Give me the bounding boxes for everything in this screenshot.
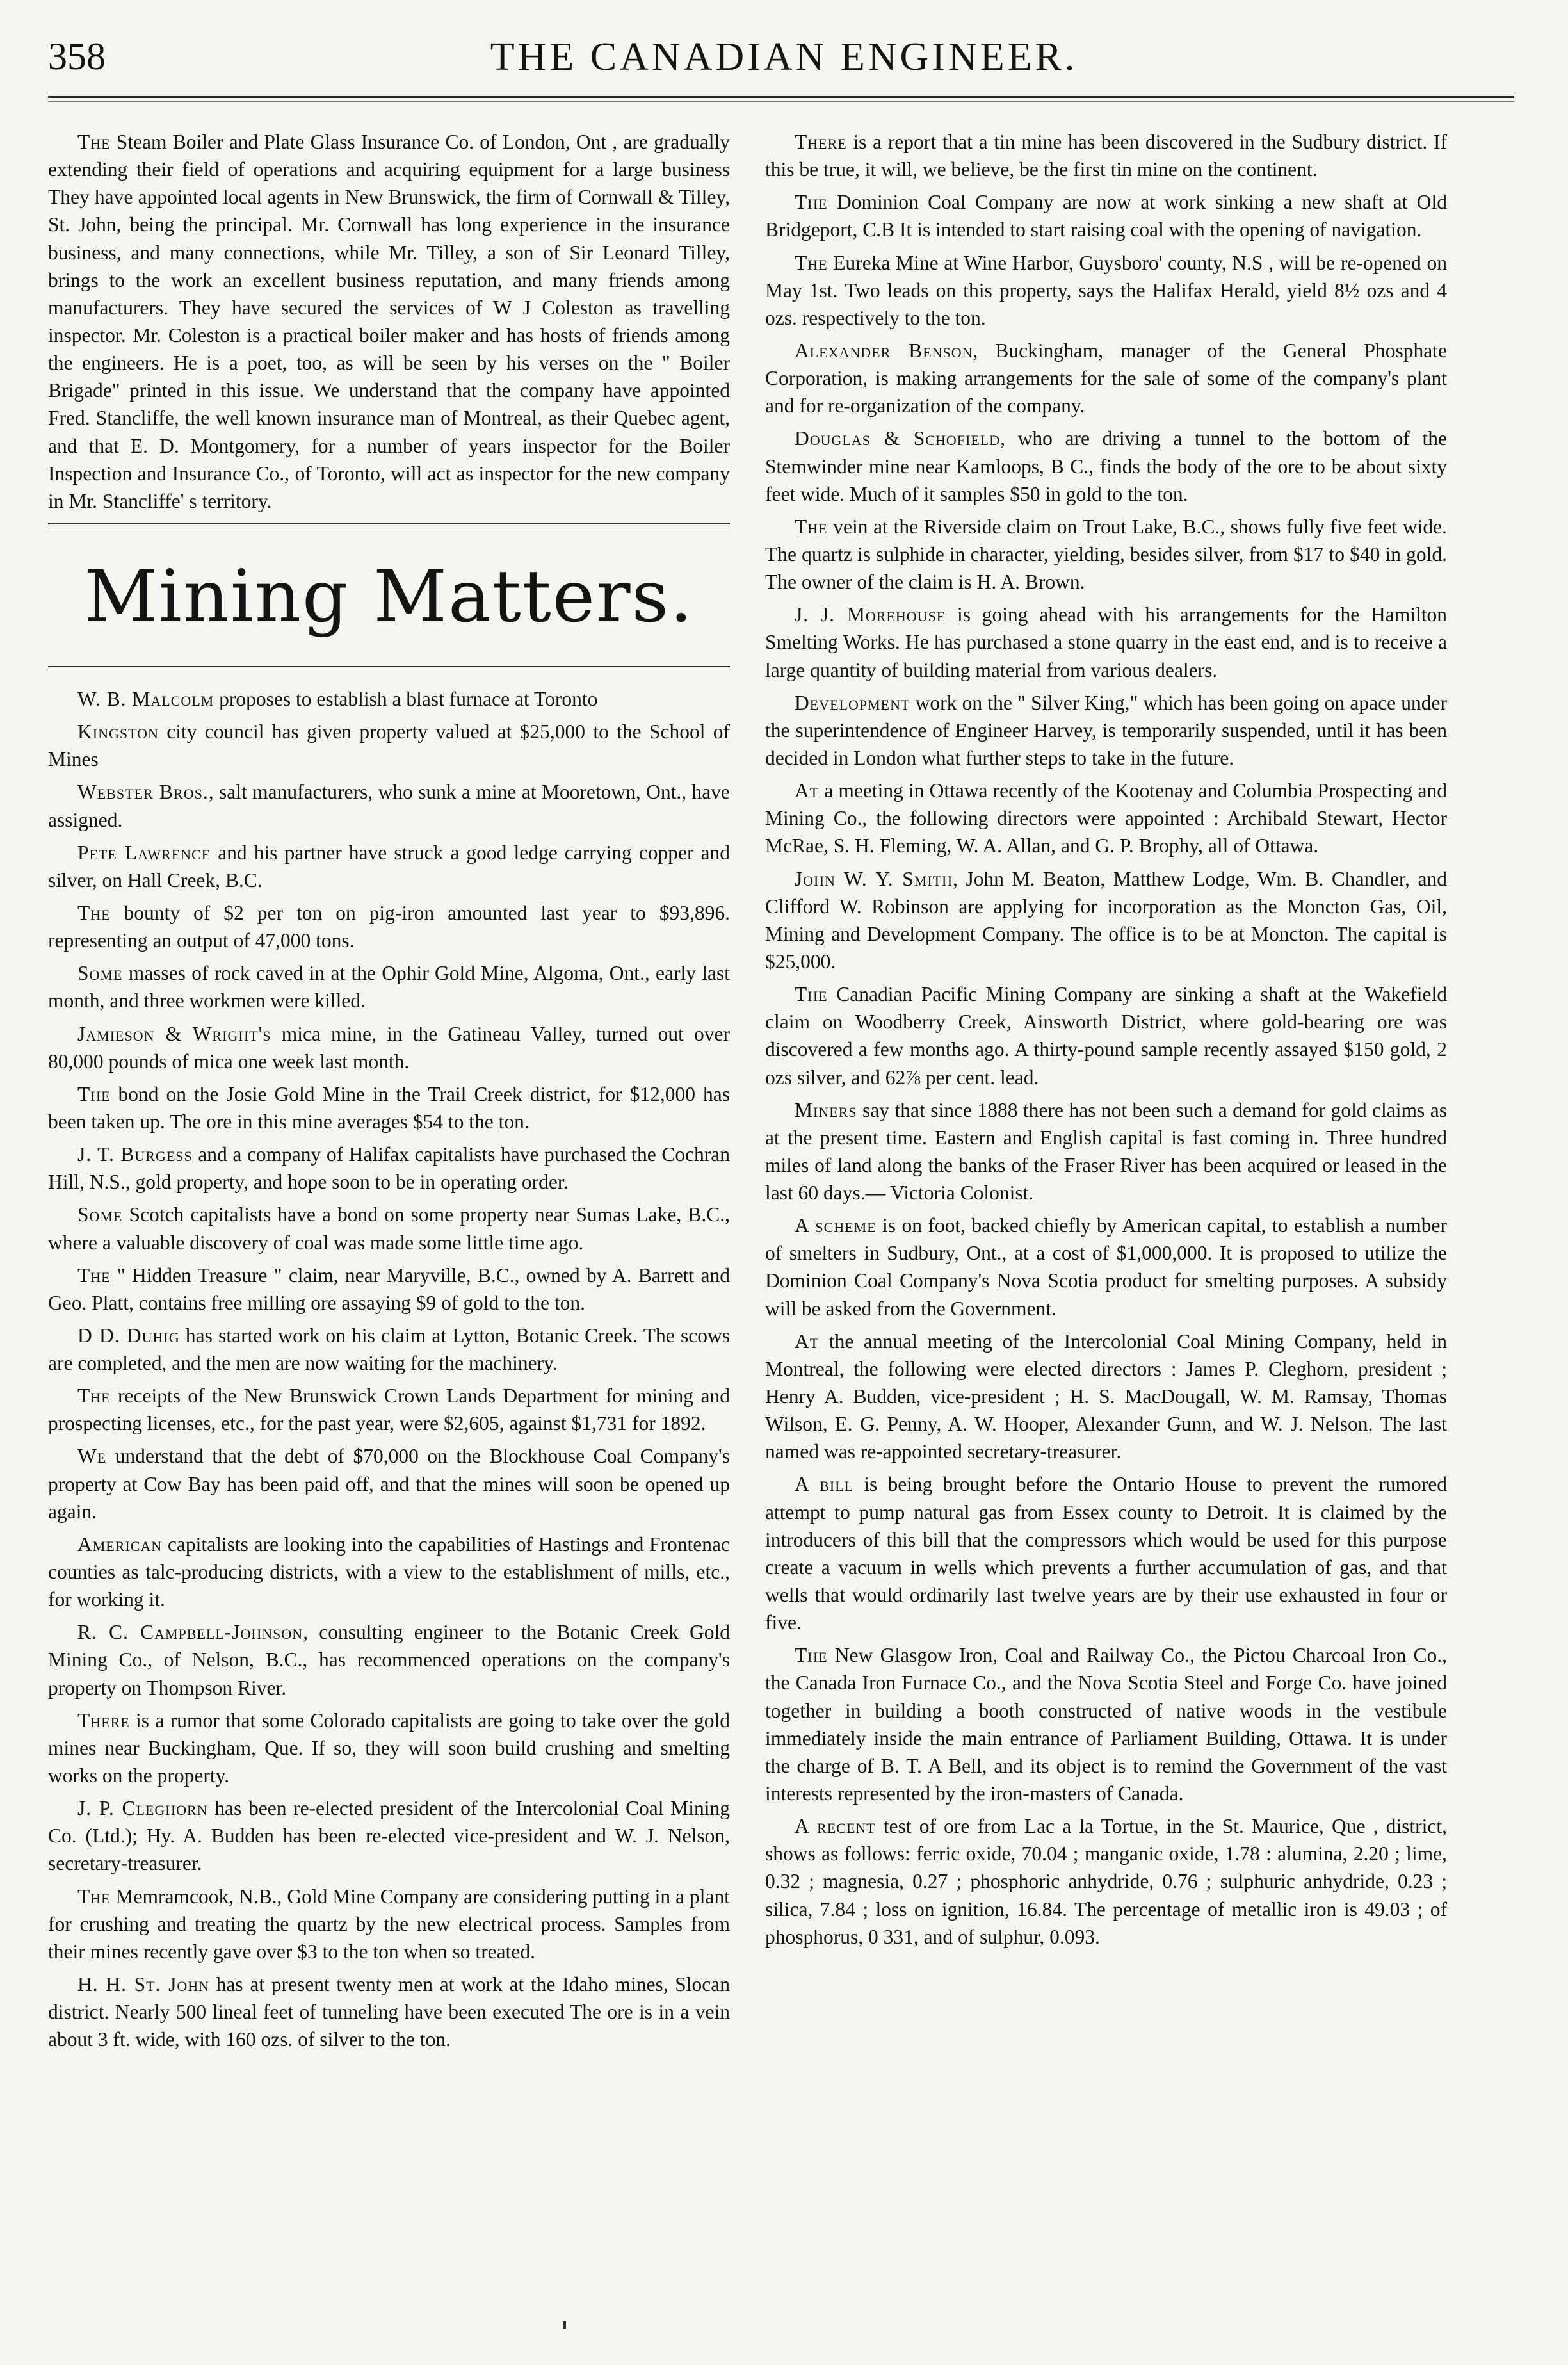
header-rule <box>48 96 1514 98</box>
news-item <box>765 1328 1447 1466</box>
left-column <box>48 128 730 2058</box>
mining-items-left <box>48 685 730 2053</box>
news-item-text: Canadian Pacific Mining Company are sinking a shaft at the Wakefield claim on Woodberry Creek, Ainsworth District, where gold-bearing ore was discovered a few months ago. A thirty-pound sample recently assayed $150 gold, 2 ozs silver, and 62⅞ per cent. lead. <box>765 983 1447 1089</box>
news-item-lead: At <box>795 1329 820 1353</box>
news-item-lead: A scheme <box>795 1214 877 1237</box>
news-item <box>48 1618 730 1701</box>
news-item-text: Eureka Mine at Wine Harbor, Guysboro' county, N.S , will be re-opened on May 1st. Two leads on this property, says the Halifax Herald, yield 8½ ozs and 4 ozs. respectively to the ton. <box>765 251 1447 329</box>
news-item-text: is a rumor that some Colorado capitalists are going to take over the gold mines near Buckingham, Que. If so, they will soon build crushing and smelting works on the property. <box>48 1709 730 1787</box>
right-column <box>765 128 1447 1956</box>
news-item <box>48 1794 730 1877</box>
news-item-lead: The <box>77 1082 111 1105</box>
news-item <box>48 718 730 773</box>
news-item-lead: Webster Bros. <box>77 781 209 804</box>
news-item-lead: The <box>795 251 828 274</box>
news-item-text: Memramcook, N.B., Gold Mine Company are considering putting in a plant for crushing and treating the quartz by the new electrical process. Samples from their mines recently gave over $3 to the ton when so treated. <box>48 1885 730 1963</box>
section-heading-text: Mining Matters. <box>84 555 694 638</box>
news-item-lead: The <box>77 1264 111 1287</box>
news-item-lead: John W. Y. Smith <box>795 867 953 890</box>
news-item <box>48 1531 730 1613</box>
news-item <box>48 1262 730 1317</box>
news-item <box>765 188 1447 243</box>
news-item-lead: Some <box>77 1203 123 1226</box>
news-item-text: say that since 1888 there has not been such a demand for gold claims as at the present time. Eastern and English capital is fast coming in. Three hundred miles of land along the banks of the Fraser River has been acquired or leased in the last 60 days.— Victoria Colonist. <box>765 1098 1447 1205</box>
news-item <box>48 1707 730 1789</box>
section-rule <box>48 523 730 524</box>
news-item <box>48 1322 730 1377</box>
news-item-text: has started work on his claim at Lytton, Botanic Creek. The scows are completed, and the men are now waiting for the machinery. <box>48 1324 731 1375</box>
news-item <box>48 1883 730 1965</box>
news-item-text: , salt manufacturers, who sunk a mine at Mooretown, Ont., have assigned. <box>48 781 731 831</box>
news-item-text: , Buckingham, manager of the General Phosphate Corporation, is making arrangements for the sale of some of the company's plant and for re-organization of the company. <box>765 339 1448 418</box>
news-item <box>48 959 730 1014</box>
news-item-text: capitalists are looking into the capabilities of Hastings and Frontenac counties as talc-producing districts, with a view to the establishment of mills, etc., for working it. <box>48 1532 730 1611</box>
news-item-lead: Jamieson & Wright's <box>77 1022 271 1045</box>
news-item-text: a meeting in Ottawa recently of the Kootenay and Columbia Prospecting and Mining Co., the following directors were appointed : Archibald Stewart, Hector McRae, S. H. Fleming, W. A. Allan, and G. P. Brophy, all of Ottawa. <box>765 779 1447 857</box>
news-item-text: is a report that a tin mine has been discovered in the Sudbury district. If this be true, it will, we believe, be the first tin mine on the continent. <box>765 131 1447 181</box>
news-item <box>765 865 1447 976</box>
news-item-lead: Some <box>77 962 123 985</box>
news-item-lead: The <box>795 515 828 538</box>
news-item-lead: J. P. Cleghorn <box>77 1797 208 1820</box>
news-item-lead: The <box>795 983 828 1006</box>
news-item <box>48 1382 730 1437</box>
news-item-text: is going ahead with his arrangements for the Hamilton Smelting Works. He has purchased a stone quarry in the east end, and is to receive a large quantity of building material from various dealers. <box>765 603 1447 681</box>
news-item-text: Steam Boiler and Plate Glass Insurance Co. of London, Ont , are gradually extending their field of operations and acquiring equipment for a large business They have appointed local agents in New Brunswick, the firm of Cornwall & Tilley, St. John, being the principal. Mr. Cornwall has long experience in the insurance business, and many connections, while Mr. Tilley, a son of Sir Leonard Tilley, brings to the work an excellent business reputation, and many friends among manufacturers. They have secured the services of W J Coleston as travelling inspector. Mr. Coleston is a practical boiler maker and has hosts of friends among the engineers. He is a poet, too, as will be seen by his verses on the " Boiler Brigade" printed in this issue. We understand that the company have appointed Fred. Stancliffe, the well known insurance man of Montreal, as their Quebec agent, and that E. D. Montgomery, for a number of years inspector for the Boiler Inspection and Insurance Co., of Toronto, will act as inspector for the new company in Mr. Stancliffe' s territory. <box>48 131 730 512</box>
news-item <box>765 249 1447 332</box>
news-item <box>765 1212 1447 1322</box>
news-item-text: is on foot, backed chiefly by American capital, to establish a number of smelters in Sudbury, Ont., at a cost of $1,000,000. It is proposed to utilize the Dominion Coal Company's Nova Scotia product for smelting purposes. A subsidy will be asked from the Government. <box>765 1214 1447 1320</box>
news-item <box>48 685 730 713</box>
header-rule-thin <box>48 101 1514 102</box>
news-item-lead: Development <box>795 691 910 714</box>
news-item-text: understand that the debt of $70,000 on the Blockhouse Coal Company's property at Cow Bay has been paid off, and that the mines will soon be opened up again. <box>48 1445 730 1523</box>
news-item-lead: The <box>77 1385 111 1408</box>
page-mark <box>563 2321 566 2329</box>
news-item-lead: At <box>795 779 820 802</box>
insurance-article <box>48 128 730 515</box>
news-item-lead: Douglas & Schofield <box>795 427 1001 450</box>
news-item <box>765 777 1447 859</box>
news-item <box>48 1971 730 2053</box>
news-item-lead: H. H. St. John <box>77 1973 210 1996</box>
news-item <box>48 1141 730 1196</box>
news-item-text: is being brought before the Ontario House to prevent the rumored attempt to pump natural gas from Essex county to Detroit. It is claimed by the introducers of this bill that the compressors which would be used for this purpose create a vacuum in wells which prevents a further accumulation of gas, and that wells that would ordinarily last twelve years are by their use exhausted in four or five. <box>765 1473 1447 1634</box>
news-item-lead: The <box>77 131 111 153</box>
news-item-text: the annual meeting of the Intercolonial Coal Mining Company, held in Montreal, the following were elected directors : James P. Cleghorn, president ; Henry A. Budden, vice-president ; H. S. MacDougall, W. M. Ramsay, Thomas Wilson, E. G. Penny, A. W. Hooper, Alexander Gunn, and W. J. Nelson. The last named was re-appointed secretary-treasurer. <box>765 1329 1447 1463</box>
news-item-lead: A recent <box>795 1815 876 1838</box>
news-item-text: Scotch capitalists have a bond on some property near Sumas Lake, B.C., where a valuable discovery of coal was made some little time ago. <box>48 1203 730 1254</box>
news-item <box>765 689 1447 772</box>
news-item-text: has at present twenty men at work at the Idaho mines, Slocan district. Nearly 500 lineal feet of tunneling have been executed The ore is in a vein about 3 ft. wide, with 160 ozs. of silver to the ton. <box>48 1973 730 2051</box>
news-item <box>765 601 1447 683</box>
news-item-lead: The <box>77 901 111 924</box>
news-item-text: has been re-elected president of the Intercolonial Coal Mining Co. (Ltd.); Hy. A. Budden has been re-elected vice-president and W. J. Nelson, secretary-treasurer. <box>48 1797 730 1875</box>
news-item-lead: The <box>795 191 828 214</box>
news-item <box>48 1201 730 1256</box>
news-item-text: bounty of $2 per ton on pig-iron amounted last year to $93,896. representing an output of 47,000 tons. <box>48 901 730 952</box>
news-item-lead: D D. Duhig <box>77 1324 180 1347</box>
news-item <box>48 778 730 833</box>
news-item-text: and a company of Halifax capitalists have purchased the Cochran Hill, N.S., gold property, and hope soon to be in operating order. <box>48 1143 730 1194</box>
news-item-text: test of ore from Lac a la Tortue, in the St. Maurice, Que , district, shows as follows: ferric oxide, 70.04 ; manganic oxide, 1.78 : alumina, 2.20 ; lime, 0.32 ; magnesia, 0.27 ; phosphoric anhydride, 0.76 ; sulphuric anhydride, 0.23 ; silica, 7.84 ; loss on ignition, 16.84. The percentage of metallic iron is 49.03 ; of phosphorus, 0 331, and of sulphur, 0.093. <box>765 1815 1448 1948</box>
news-item-lead: Pete Lawrence <box>77 841 211 864</box>
news-item <box>48 1442 730 1525</box>
news-item <box>48 1020 730 1075</box>
news-item-text: receipts of the New Brunswick Crown Lands Department for mining and prospecting licenses, etc., for the past year, were $2,605, against $1,731 for 1892. <box>48 1385 730 1435</box>
news-item-text: vein at the Riverside claim on Trout Lake, B.C., shows fully five feet wide. The quartz is sulphide in character, yielding, besides silver, from $17 to $40 in gold. The owner of the claim is H. A. Brown. <box>765 515 1447 594</box>
news-item-text: bond on the Josie Gold Mine in the Trail Creek district, for $12,000 has been taken up. The ore in this mine averages $54 to the ton. <box>48 1082 730 1133</box>
news-item <box>48 899 730 954</box>
heading-rule <box>48 666 730 667</box>
news-item-lead: The <box>795 1644 828 1667</box>
news-item <box>765 513 1447 596</box>
section-heading <box>48 528 730 666</box>
news-item-text: masses of rock caved in at the Ophir Gold Mine, Algoma, Ont., early last month, and three workmen were killed. <box>48 962 730 1012</box>
news-item-lead: J. T. Burgess <box>77 1143 193 1166</box>
news-item-lead: A bill <box>795 1473 854 1496</box>
news-item-text: work on the " Silver King," which has been going on apace under the superintendence of Engineer Harvey, is temporarily suspended, until it has been decided in London what further steps to take in the future. <box>765 691 1447 769</box>
page-number: 358 <box>48 35 106 77</box>
news-item-text: Dominion Coal Company are now at work sinking a new shaft at Old Bridgeport, C.B It is intended to start raising coal with the opening of navigation. <box>765 191 1447 241</box>
news-item <box>48 1080 730 1135</box>
news-item-text: , John M. Beaton, Matthew Lodge, Wm. B. Chandler, and Clifford W. Robinson are applying for incorporation as the Moncton Gas, Oil, Mining and Development Company. The office is to be at Moncton. The capital is $25,000. <box>765 867 1447 973</box>
news-item <box>48 839 730 894</box>
news-item-text: , consulting engineer to the Botanic Creek Gold Mining Co., of Nelson, B.C., has recommenced operations on the company's property on Thompson River. <box>48 1621 730 1699</box>
running-head-title: THE CANADIAN ENGINEER. <box>490 35 1078 79</box>
news-item-lead: Alexander Benson <box>795 339 973 362</box>
news-item-lead: Kingston <box>77 720 159 744</box>
news-item-text: and his partner have struck a good ledge carrying copper and silver, on Hall Creek, B.C. <box>48 841 730 891</box>
news-item <box>765 1812 1447 1951</box>
news-item-text: city council has given property valued at $25,000 to the School of Mines <box>48 720 730 771</box>
news-item <box>765 337 1447 419</box>
news-item-text: New Glasgow Iron, Coal and Railway Co., the Pictou Charcoal Iron Co., the Canada Iron Furnace Co., and the Nova Scotia Steel and Forge Co. have joined together in building a booth constructed of native woods in the vestibule immediately inside the main entrance of Parliament Building, Ottawa. It is under the charge of B. T. A Bell, and its object is to remind the Government of the vast interests represented by the iron-masters of Canada. <box>765 1644 1447 1805</box>
news-item-text: proposes to establish a blast furnace at Toronto <box>214 687 598 710</box>
news-item-lead: We <box>77 1445 107 1468</box>
news-item <box>765 1641 1447 1807</box>
news-item <box>765 425 1447 507</box>
news-item-text: , who are driving a tunnel to the bottom of the Stemwinder mine near Kamloops, B C., finds the body of the ore to be about sixty feet wide. Much of it samples $50 in gold to the ton. <box>765 427 1447 505</box>
news-item <box>765 1096 1447 1207</box>
news-item-lead: J. J. Morehouse <box>795 603 946 626</box>
news-item-lead: American <box>77 1532 163 1556</box>
news-item-lead: There <box>795 131 847 153</box>
news-item-lead: There <box>77 1709 130 1732</box>
news-item-lead: R. C. Campbell-Johnson <box>77 1621 303 1644</box>
news-item-text: " Hidden Treasure " claim, near Maryville, B.C., owned by A. Barrett and Geo. Platt, contains free milling ore assaying $9 of gold to the ton. <box>48 1264 730 1314</box>
news-item-text: mica mine, in the Gatineau Valley, turned out over 80,000 pounds of mica one week last month. <box>48 1022 730 1073</box>
news-item <box>48 128 730 515</box>
news-item-lead: The <box>77 1885 111 1908</box>
news-item <box>765 1470 1447 1636</box>
mining-items-right <box>765 128 1447 1951</box>
news-item <box>765 128 1447 183</box>
news-item-lead: Miners <box>795 1098 857 1121</box>
news-item-lead: W. B. Malcolm <box>77 687 214 710</box>
news-item <box>765 980 1447 1091</box>
